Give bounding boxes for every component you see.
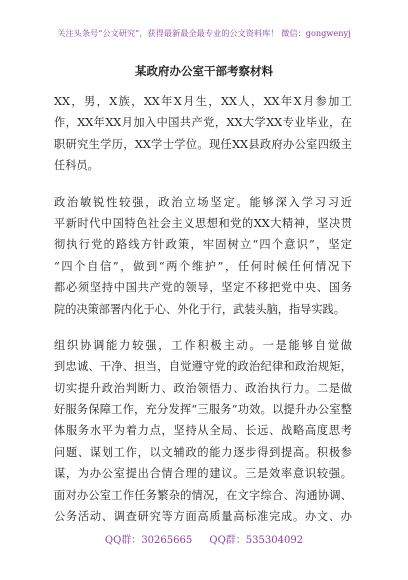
text-line: 职研究生学历，XX学士学位。现任XX县政府办公室四级主 <box>54 137 352 151</box>
text-line: 院的决策部署内化于心、外化于行，武装头脑，指导实践。 <box>54 302 345 316</box>
text-line: 平新时代中国特色社会主义思想和党的XX大精神，坚决贯 <box>54 216 352 230</box>
text-line: 谋，为办公室提出合情合理的建议。三是效率意识较强。 <box>54 467 352 481</box>
qq-group-1: QQ群：30265665 <box>104 535 193 546</box>
text-line: 政治敏锐性较强，政治立场坚定。能够深入学习习近 <box>54 195 352 209</box>
text-line: 体服务水平为着力点，坚持从全局、长远、战略高度思考 <box>54 424 352 438</box>
text-line: 面对办公室工作任务繁杂的情况，在文字综合、沟通协调、 <box>54 488 352 502</box>
paragraph-coordination-ability <box>54 335 352 528</box>
text-line: 切实提升政治判断力、政治领悟力、政治执行力。二是做 <box>54 381 352 395</box>
text-line: XX，男，X族，XX年X月生，XX人，XX年X月参加工 <box>54 95 352 108</box>
text-line: 任科员。 <box>54 159 99 173</box>
document-title: 某政府办公室干部考察材料 <box>135 64 273 78</box>
header-banner: 关注头条号“公文研究”，获得最新最全最专业的公文资料库！ 微信：gongwenyj <box>57 28 351 38</box>
text-line: 组织协调能力较强，工作积极主动。一是能够自觉做 <box>54 338 352 352</box>
qq-group-2: QQ群：535304092 <box>209 535 304 546</box>
paragraph-political-stance <box>54 192 352 320</box>
document-body <box>54 91 352 542</box>
text-line: 公务活动、调查研究等方面高质量高标准完成。办文、办 <box>54 510 352 524</box>
text-line: 问题、谋划工作，以文辅政的能力逐步得到提高。积极参 <box>54 445 352 459</box>
text-line: 到忠诚、干净、担当，自觉遵守党的政治纪律和政治规矩， <box>54 360 352 374</box>
paragraph-personal-info <box>54 91 352 177</box>
text-line: 好服务保障工作，充分发挥“三服务”功效。以提升办公室整 <box>54 403 352 417</box>
text-line: “四个自信”，做到“两个维护”，任何时候任何情况下 <box>54 259 352 273</box>
text-line: 都必须坚持中国共产党的领导，坚定不移把党中央、国务 <box>54 281 352 295</box>
footer-qq-groups <box>0 534 408 548</box>
text-line: 作，XX年XX月加入中国共产党，XX大学XX专业毕业，在 <box>54 116 352 130</box>
text-line: 彻执行党的路线方针政策，牢固树立“四个意识”，坚定 <box>54 238 352 252</box>
